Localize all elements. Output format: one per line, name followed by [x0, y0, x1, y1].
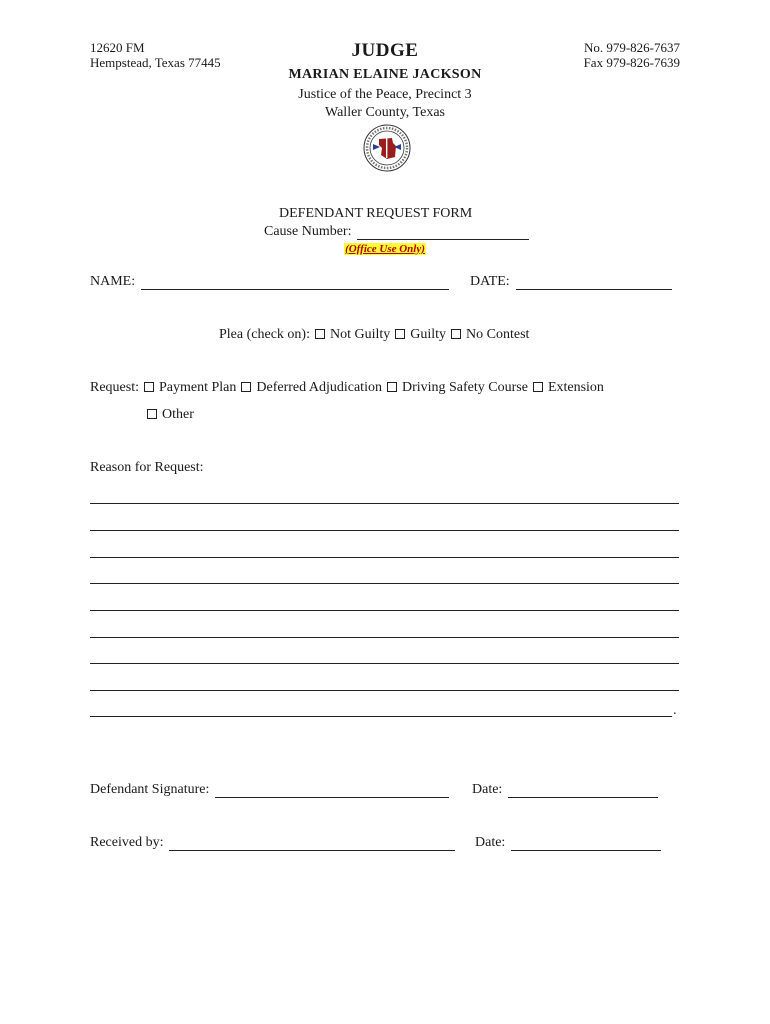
request-option-label: Other	[162, 407, 194, 422]
checkbox-icon[interactable]	[147, 409, 157, 419]
checkbox-icon[interactable]	[387, 382, 397, 392]
request-option-payment-plan[interactable]	[139, 380, 236, 396]
address-line-2: Hempstead, Texas 77445	[90, 55, 221, 70]
reason-line[interactable]	[90, 557, 679, 558]
date-row	[470, 274, 672, 290]
date-field[interactable]	[516, 275, 672, 290]
checkbox-icon[interactable]	[315, 329, 325, 339]
signature-date-row	[472, 782, 658, 798]
reason-line[interactable]	[90, 690, 679, 691]
reason-line[interactable]	[90, 583, 679, 584]
name-label: NAME:	[90, 274, 136, 289]
request-option-label: Payment Plan	[159, 380, 237, 395]
office-use-note	[0, 243, 770, 255]
checkbox-icon[interactable]	[395, 329, 405, 339]
date-label: DATE:	[470, 274, 510, 289]
plea-option-label: Not Guilty	[329, 327, 391, 342]
reason-line[interactable]	[90, 637, 679, 638]
request-option-label: Extension	[547, 380, 604, 395]
checkbox-icon[interactable]	[241, 382, 251, 392]
received-date-row	[475, 835, 661, 851]
received-date-field[interactable]	[511, 836, 661, 851]
request-label: Request:	[90, 380, 139, 395]
phone-number: No. 979-826-7637	[583, 40, 680, 55]
judge-title: JUDGE	[351, 40, 419, 61]
received-label: Received by:	[90, 835, 164, 850]
office-use-label: (Office Use Only)	[345, 243, 425, 255]
signature-date-field[interactable]	[508, 783, 658, 798]
reason-line-last[interactable]	[90, 716, 672, 717]
received-date-label: Date:	[475, 835, 506, 850]
signature-field[interactable]	[215, 783, 449, 798]
cause-number-label: Cause Number:	[264, 224, 352, 239]
form-title: DEFENDANT REQUEST FORM	[279, 206, 473, 221]
county-seal-icon	[363, 124, 411, 172]
reason-line[interactable]	[90, 663, 679, 664]
judge-name: MARIAN ELAINE JACKSON	[288, 67, 482, 82]
plea-option-label: No Contest	[466, 327, 530, 342]
reason-end-period: .	[673, 703, 677, 718]
reason-label: Reason for Request:	[90, 460, 204, 475]
court-name: Justice of the Peace, Precinct 3	[298, 87, 472, 102]
reason-line[interactable]	[90, 530, 679, 531]
checkbox-icon[interactable]	[451, 329, 461, 339]
request-option-other[interactable]	[142, 407, 194, 423]
request-row	[90, 380, 604, 396]
plea-option-not-guilty[interactable]	[310, 327, 390, 343]
reason-line[interactable]	[90, 610, 679, 611]
address-line-1: 12620 FM	[90, 40, 145, 55]
signature-row	[90, 782, 449, 798]
fax-number: Fax 979-826-7639	[583, 55, 680, 70]
county-name: Waller County, Texas	[325, 105, 445, 120]
received-field[interactable]	[169, 836, 455, 851]
request-other-row	[142, 407, 194, 423]
reason-line[interactable]	[90, 503, 679, 504]
cause-number-field[interactable]	[357, 225, 529, 240]
received-row	[90, 835, 455, 851]
request-option-label: Deferred Adjudication	[256, 380, 382, 395]
signature-date-label: Date:	[472, 782, 503, 797]
plea-option-no-contest[interactable]	[446, 327, 529, 343]
name-row	[90, 274, 449, 290]
checkbox-icon[interactable]	[144, 382, 154, 392]
name-field[interactable]	[141, 275, 449, 290]
request-option-deferred-adjudication[interactable]	[236, 380, 382, 396]
plea-row	[219, 327, 529, 343]
plea-option-label: Guilty	[410, 327, 447, 342]
plea-option-guilty[interactable]	[390, 327, 446, 343]
checkbox-icon[interactable]	[533, 382, 543, 392]
request-option-extension[interactable]	[528, 380, 604, 396]
cause-number-row	[264, 224, 529, 240]
request-option-label: Driving Safety Course	[401, 380, 528, 395]
request-option-driving-safety-course[interactable]	[382, 380, 528, 396]
plea-label: Plea (check on):	[219, 327, 310, 342]
signature-label: Defendant Signature:	[90, 782, 210, 797]
